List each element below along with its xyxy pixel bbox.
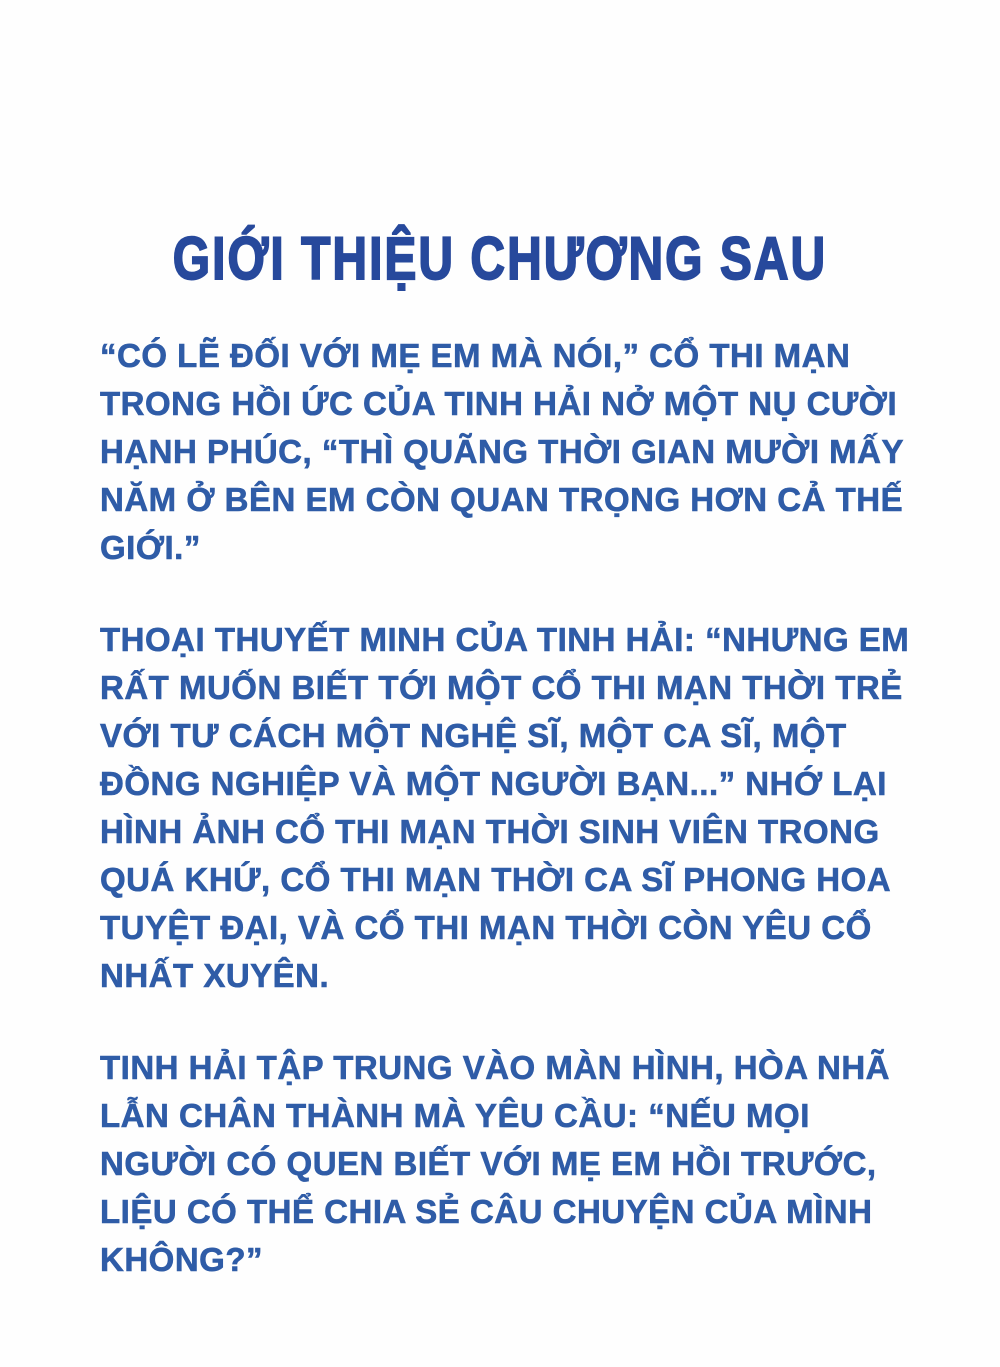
text-line: RẤT MUỐN BIẾT TỚI MỘT CỔ THI MẠN THỜI TRẺ bbox=[100, 669, 903, 706]
paragraph bbox=[100, 1044, 930, 1284]
paragraph bbox=[100, 616, 930, 1000]
text-line: GIỚI.” bbox=[100, 529, 201, 566]
text-line: ĐỒNG NGHIỆP VÀ MỘT NGƯỜI BẠN...” NHỚ LẠI bbox=[100, 765, 887, 802]
text-line: HÌNH ẢNH CỔ THI MẠN THỜI SINH VIÊN TRONG bbox=[100, 813, 880, 850]
text-line: VỚI TƯ CÁCH MỘT NGHỆ SĨ, MỘT CA SĨ, MỘT bbox=[100, 717, 847, 754]
text-line: TINH HẢI TẬP TRUNG VÀO MÀN HÌNH, HÒA NHÃ bbox=[100, 1049, 890, 1086]
text-line: NHẤT XUYÊN. bbox=[100, 957, 330, 994]
text-line: HẠNH PHÚC, “THÌ QUÃNG THỜI GIAN MƯỜI MẤY bbox=[100, 433, 904, 470]
text-block bbox=[100, 332, 930, 1284]
text-line: LIỆU CÓ THỂ CHIA SẺ CÂU CHUYỆN CỦA MÌNH bbox=[100, 1193, 873, 1230]
page-title: GIỚI THIỆU CHƯƠNG SAU bbox=[172, 226, 828, 293]
text-line: “CÓ LẼ ĐỐI VỚI MẸ EM MÀ NÓI,” CỔ THI MẠN bbox=[100, 337, 851, 374]
text-line: TUYỆT ĐẠI, VÀ CỔ THI MẠN THỜI CÒN YÊU CỔ bbox=[100, 909, 872, 946]
text-line: THOẠI THUYẾT MINH CỦA TINH HẢI: “NHƯNG EM bbox=[100, 621, 910, 658]
text-line: QUÁ KHỨ, CỔ THI MẠN THỜI CA SĨ PHONG HOA bbox=[100, 861, 892, 898]
text-line: NGƯỜI CÓ QUEN BIẾT VỚI MẸ EM HỒI TRƯỚC, bbox=[100, 1145, 877, 1182]
text-line: NĂM Ở BÊN EM CÒN QUAN TRỌNG HƠN CẢ THẾ bbox=[100, 481, 904, 518]
text-line: TRONG HỒI ỨC CỦA TINH HẢI NỞ MỘT NỤ CƯỜI bbox=[100, 385, 898, 422]
text-line: LẪN CHÂN THÀNH MÀ YÊU CẦU: “NẾU MỌI bbox=[100, 1097, 810, 1134]
paragraph bbox=[100, 332, 930, 572]
text-line: KHÔNG?” bbox=[100, 1241, 263, 1278]
